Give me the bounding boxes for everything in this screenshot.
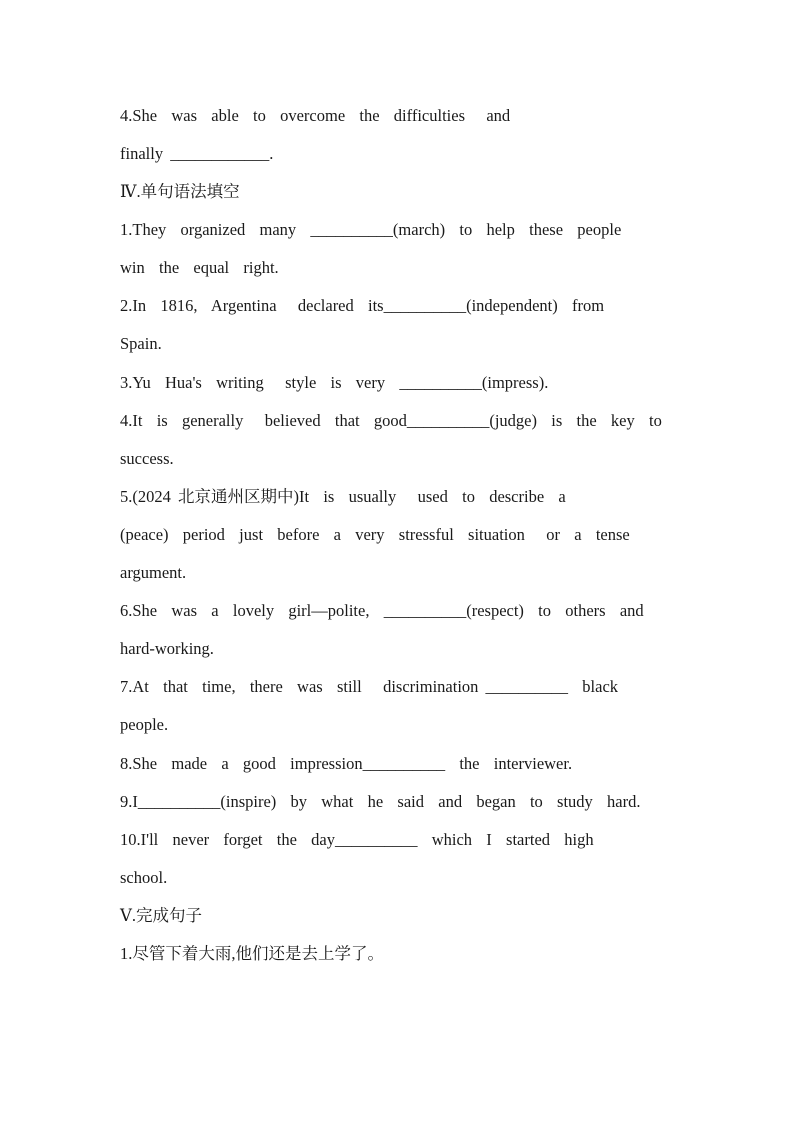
section-heading: Ⅴ.完成句子 (120, 906, 203, 925)
text-line: success. (120, 449, 174, 468)
text-line: 2.In 1816, Argentina declared its__________(independent) from (120, 296, 605, 315)
text-line: 8.She made a good impression__________ the interviewer. (120, 754, 573, 773)
text-line: people. (120, 715, 169, 734)
text-line: 3.Yu Hua's writing style is very __________(impress). (120, 373, 549, 392)
text-line: 4.It is generally believed that good__________(judge) is the key to (120, 411, 662, 430)
section-heading: Ⅳ.单句语法填空 (120, 182, 240, 201)
text-line: 9.I__________(inspire) by what he said and began to study hard. (120, 792, 641, 811)
text-line: 7.At that time, there was still discrimination __________ black (120, 677, 619, 696)
text-line: 5.(2024 北京通州区期中)It is usually used to describe a (120, 487, 566, 506)
text-line: win the equal right. (120, 258, 279, 277)
text-line: argument. (120, 563, 187, 582)
text-line: Spain. (120, 334, 162, 353)
text-line: 10.I'll never forget the day__________ which I started high (120, 830, 594, 849)
text-line: 1.They organized many __________(march) to help these people (120, 220, 622, 239)
text-line: (peace) period just before a very stressful situation or a tense (120, 525, 630, 544)
text-line: school. (120, 868, 168, 887)
text-line: finally ____________. (120, 144, 274, 163)
text-line: 4.She was able to overcome the difficulties and (120, 106, 511, 125)
text-line: 1.尽管下着大雨,他们还是去上学了。 (120, 944, 384, 963)
text-line: 6.She was a lovely girl—polite, __________(respect) to others and (120, 601, 644, 620)
text-line: hard-working. (120, 639, 214, 658)
